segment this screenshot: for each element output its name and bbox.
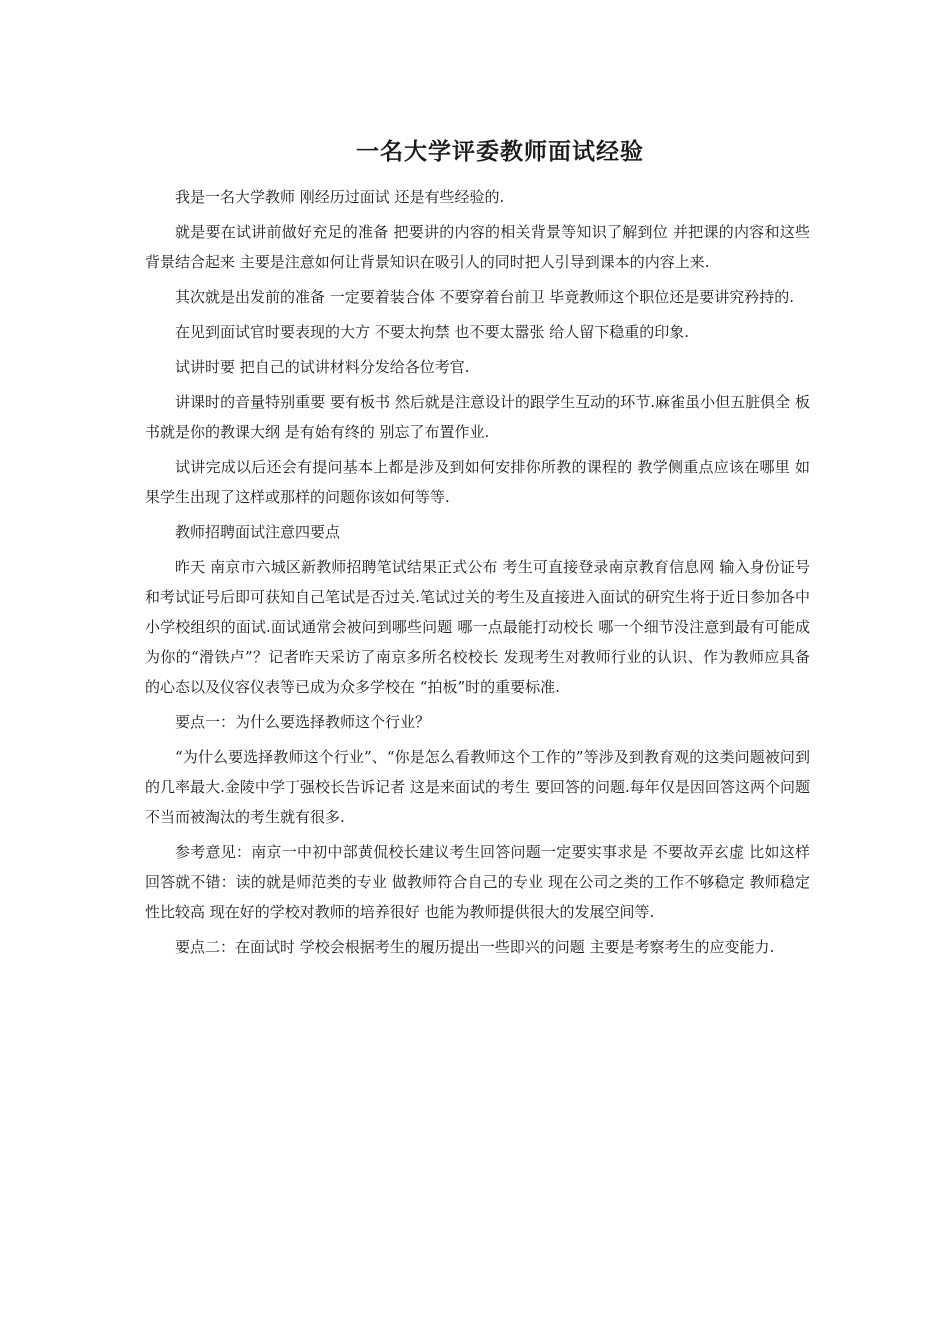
section-heading: 教师招聘面试注意四要点 (175, 523, 341, 541)
document-body (145, 182, 810, 967)
paragraph: “为什么要选择教师这个行业”、“你是怎么看教师这个工作的”等涉及到教育观的这类问题被问到的几率最大.金陵中学丁强校长告诉记者 这是来面试的考生 要回答的问题.每年仅是因回答这两个问题不当而被淘汰的考生就有很多. (145, 748, 810, 826)
paragraph: 我是一名大学教师 刚经历过面试 还是有些经验的. (175, 188, 505, 206)
paragraph: 参考意见：南京一中初中部黄侃校长建议考生回答问题一定要实事求是 不要故弄玄虚 比如这样回答就不错：读的就是师范类的专业 做教师符合自己的专业 现在公司之类的工作不够稳定 教师稳定性比较高 现在好的学校对教师的培养很好 也能为教师提供很大的发展空间等. (145, 843, 810, 921)
document-title: 一名大学评委教师面试经验 (356, 139, 644, 165)
paragraph: 试讲完成以后还会有提问基本上都是涉及到如何安排你所教的课程的 教学侧重点应该在哪里 如果学生出现了这样或那样的问题你该如何等等. (145, 458, 810, 506)
paragraph: 其次就是出发前的准备 一定要着装合体 不要穿着台前卫 毕竟教师这个职位还是要讲究矜持的. (175, 288, 795, 306)
paragraph: 要点二：在面试时 学校会根据考生的履历提出一些即兴的问题 主要是考察考生的应变能力. (175, 938, 775, 956)
paragraph: 在见到面试官时要表现的大方 不要太拘禁 也不要太嚣张 给人留下稳重的印象. (175, 323, 690, 341)
paragraph: 试讲时要 把自己的试讲材料分发给各位考官. (175, 358, 470, 376)
paragraph: 讲课时的音量特别重要 要有板书 然后就是注意设计的跟学生互动的环节.麻雀虽小但五脏俱全 板书就是你的教课大纲 是有始有终的 别忘了布置作业. (145, 393, 810, 441)
paragraph: 昨天 南京市六城区新教师招聘笔试结果正式公布 考生可直接登录南京教育信息网 输入身份证号和考试证号后即可获知自己笔试是否过关.笔试过关的考生及直接进入面试的研究生将于近日参加各中小学校组织的面试.面试通常会被问到哪些问题 哪一点最能打动校长 哪一个细节没注意到最有可能成为你的“滑铁卢”？记者昨天采访了南京多所名校校长 发现考生对教师行业的认识、作为教师应具备的心态以及仪容仪表等已成为众多学校在 “拍板”时的重要标准. (145, 558, 810, 696)
paragraph: 就是要在试讲前做好充足的准备 把要讲的内容的相关背景等知识了解到位 并把课的内容和这些背景结合起来 主要是注意如何让背景知识在吸引人的同时把人引导到课本的内容上来. (145, 223, 810, 271)
point-heading: 要点一：为什么要选择教师这个行业？ (175, 713, 431, 731)
